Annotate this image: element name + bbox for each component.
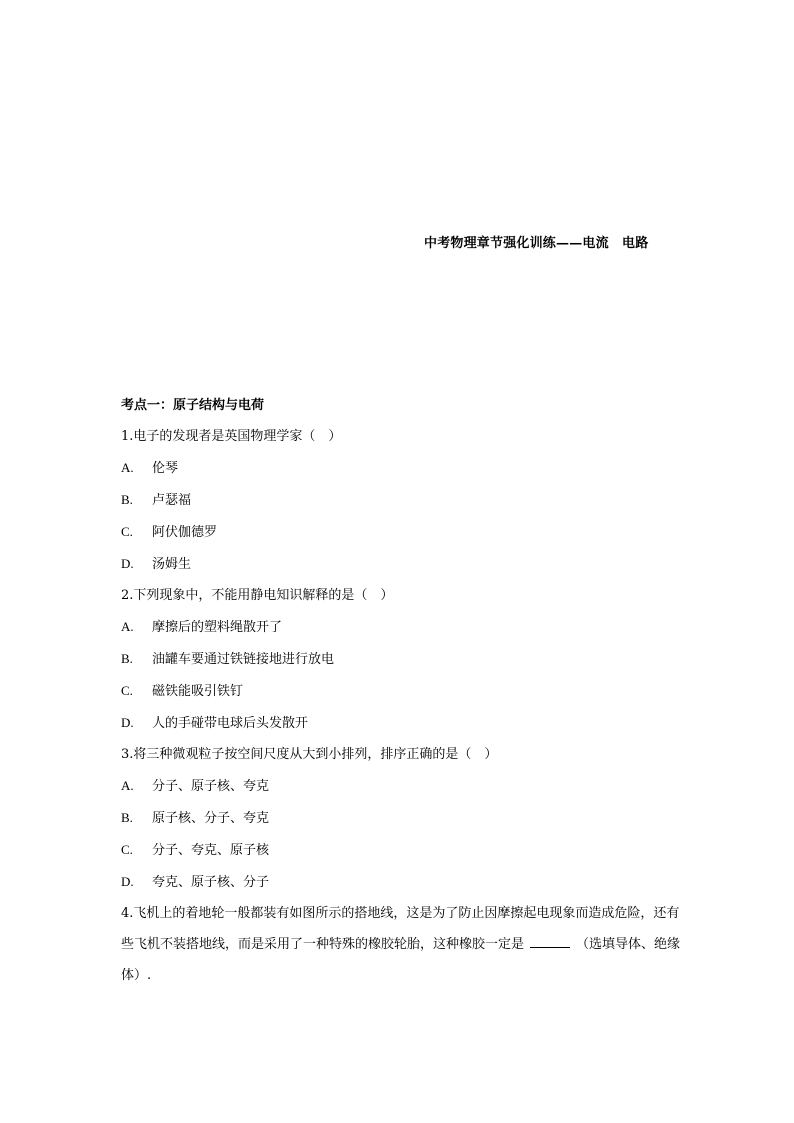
option-text: 油罐车要通过铁链接地进行放电 [152, 652, 335, 667]
option-text: 汤姆生 [152, 557, 192, 572]
question-4-hint: （选填导体、绝缘体）. [121, 937, 681, 983]
option-letter: C. [121, 683, 133, 698]
option-text: 伦琴 [152, 461, 179, 476]
option-text: 卢瑟福 [152, 493, 192, 508]
option-text: 磁铁能吸引铁钉 [152, 684, 244, 699]
option-letter: B. [121, 651, 133, 666]
option-text: 摩擦后的塑料绳散开了 [152, 620, 283, 635]
option-letter: A. [121, 619, 134, 634]
answer-blank[interactable] [530, 933, 570, 948]
option-text: 人的手碰带电球后头发散开 [152, 716, 309, 731]
question-2-option-d [121, 713, 691, 734]
question-3-option-a [121, 776, 691, 797]
question-3-option-c [121, 840, 691, 861]
option-text: 阿伏伽德罗 [152, 525, 218, 540]
question-3-option-b [121, 808, 691, 829]
option-letter: D. [121, 556, 134, 571]
option-letter: D. [121, 874, 134, 889]
question-4-stem [121, 898, 689, 991]
section-heading: 考点一：原子结构与电荷 [121, 398, 265, 413]
question-1-option-b [121, 490, 691, 511]
question-2-stem: 2.下列现象中，不能用静电知识解释的是（ ） [121, 588, 394, 603]
question-4-text: 4.飞机上的着地轮一般都装有如图所示的搭地线，这是为了防止因摩擦起电现象而造成危险，还有些飞机不装搭地线，而是采用了一种特殊的橡胶轮胎，这种橡胶一定是 [121, 906, 680, 952]
page-title: 中考物理章节强化训练——电流 电路 [424, 236, 649, 251]
option-text: 原子核、分子、夸克 [152, 811, 270, 826]
question-1-stem: 1.电子的发现者是英国物理学家（ ） [121, 429, 342, 444]
option-letter: C. [121, 842, 133, 857]
option-letter: A. [121, 460, 134, 475]
option-text: 分子、夸克、原子核 [152, 843, 270, 858]
option-text: 夸克、原子核、分子 [152, 875, 270, 890]
question-3-option-d [121, 872, 691, 893]
option-letter: C. [121, 524, 133, 539]
question-1-option-d [121, 554, 691, 575]
option-text: 分子、原子核、夸克 [152, 779, 270, 794]
question-1-option-a [121, 458, 691, 479]
question-3-stem: 3.将三种微观粒子按空间尺度从大到小排列，排序正确的是（ ） [121, 747, 498, 762]
option-letter: A. [121, 778, 134, 793]
option-letter: B. [121, 492, 133, 507]
option-letter: B. [121, 810, 133, 825]
question-2-option-c [121, 681, 691, 702]
question-2-option-a [121, 617, 691, 638]
document-content [121, 396, 691, 991]
option-letter: D. [121, 715, 134, 730]
question-2-option-b [121, 649, 691, 670]
question-1-option-c [121, 522, 691, 543]
